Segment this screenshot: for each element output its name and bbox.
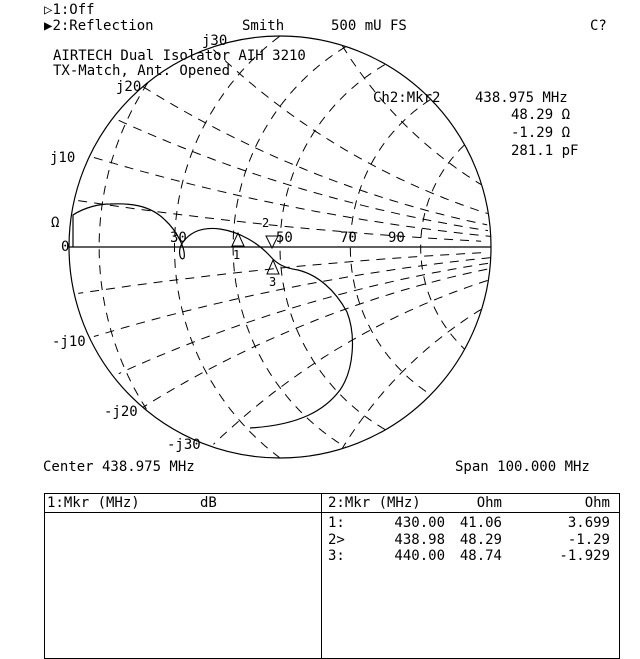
x-label-j20: j20 [116, 79, 142, 95]
r-label-50: 50 [276, 230, 293, 246]
table2-row-2-x: -1.29 [567, 531, 610, 548]
r-label-30: 30 [170, 230, 187, 246]
title-line-1: AIRTECH Dual Isolator AIH 3210 [53, 48, 306, 64]
reactance-circle [213, 50, 487, 214]
span-frequency: Span 100.000 MHz [455, 459, 590, 475]
table2-row-3-freq: 440.00 [394, 548, 445, 564]
table2-row-2-r: 48.29 [459, 531, 502, 548]
table1-header-unit: dB [200, 495, 217, 511]
marker-readout-reactance: -1.29 Ω [511, 125, 571, 141]
ohm-unit-label: Ω [51, 215, 60, 231]
table-divider-horizontal [45, 512, 619, 513]
table2-row-1-x: 3.699 [567, 515, 610, 531]
channel-indicator-icon: ▷ [44, 2, 53, 18]
table2-row-1-id: 1: [328, 515, 345, 531]
channel1-status[interactable]: ▷1:Off [44, 2, 95, 18]
x-label-neg-j30: -j30 [167, 437, 201, 453]
title-line-2: TX-Match, Ant. Opened [53, 63, 231, 79]
table2-row-3-x: -1.929 [559, 548, 610, 564]
table2-header-mkr: 2:Mkr (MHz) [328, 495, 421, 511]
marker-readout-frequency: 438.975 MHz [475, 90, 568, 106]
x-label-j10: j10 [50, 150, 76, 166]
table2-header-col2: Ohm [584, 495, 610, 511]
x-label-j30: j30 [202, 33, 228, 49]
reactance-circle [342, 309, 481, 448]
r-label-90: 90 [388, 230, 405, 246]
table1-header-mkr: 1:Mkr (MHz) [47, 495, 140, 511]
table2-row-1-r: 41.06 [459, 515, 502, 531]
trace [73, 204, 352, 428]
x-label-neg-j20: -j20 [104, 404, 138, 420]
table2-row-1-freq: 430.00 [394, 515, 445, 531]
table2-row-3-r: 48.74 [459, 548, 502, 564]
r-label-70: 70 [340, 230, 357, 246]
marker-1-label: 1 [233, 248, 241, 262]
channel2-status[interactable]: ▶2:Reflection [44, 18, 154, 34]
table2-row-2-freq: 438.98 [394, 531, 445, 548]
active-channel-icon: ▶ [44, 18, 53, 34]
scale-label: 500 mU FS [331, 18, 407, 34]
reactance-circle [78, 253, 481, 294]
reactance-circle [342, 46, 481, 185]
r-label-0: 0 [61, 239, 70, 255]
reactance-circle [143, 269, 487, 407]
marker-readout-label: Ch2:Mkr2 [373, 90, 441, 106]
center-frequency: Center 438.975 MHz [43, 459, 195, 475]
x-label-neg-j10: -j10 [52, 334, 86, 350]
marker-readout-resistance: 48.29 Ω [511, 107, 571, 123]
table2-header-col1: Ohm [476, 495, 502, 511]
marker-table [44, 493, 620, 659]
reactance-circle [143, 87, 487, 225]
cal-status: C? [590, 18, 607, 34]
marker-2-label: 2 [262, 216, 270, 230]
format-label: Smith [242, 18, 285, 34]
table2-row-3-id: 3: [328, 548, 345, 564]
marker-3-label: 3 [269, 275, 277, 289]
reactance-circle [94, 158, 491, 237]
table-divider-vertical [321, 494, 322, 658]
table2-row-2-id: 2> [328, 531, 345, 548]
marker-readout-capacitance: 281.1 pF [511, 143, 579, 159]
